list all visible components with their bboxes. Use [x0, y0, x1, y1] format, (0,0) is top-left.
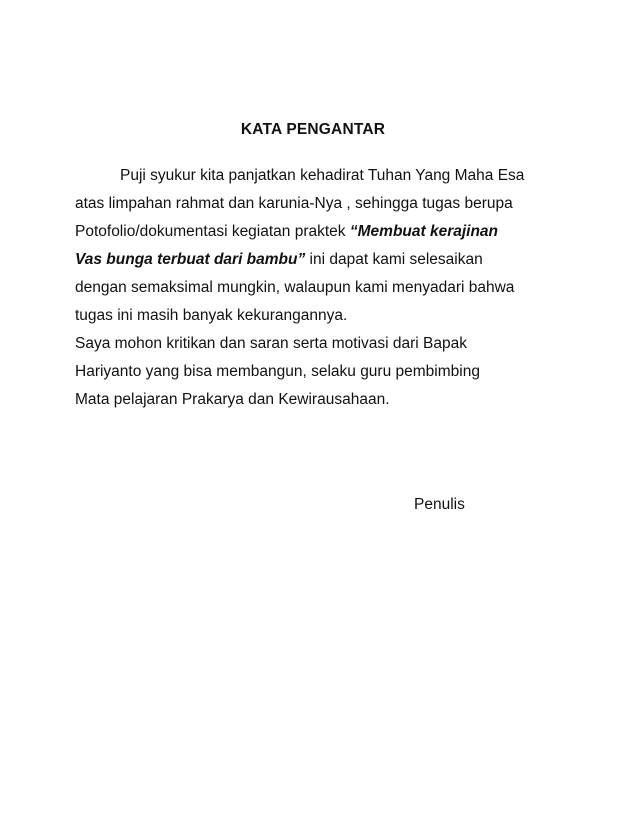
signature-label: Penulis — [414, 496, 465, 513]
opening-paragraph — [75, 162, 570, 330]
paragraph-text: ini dapat kami selesaikan — [305, 251, 483, 268]
request-paragraph — [75, 330, 570, 414]
paragraph-line-mixed — [75, 246, 570, 274]
page-title-text: KATA PENGANTAR — [240, 121, 386, 138]
paragraph-line: atas limpahan rahmat dan karunia-Nya , sehingga tugas berupa — [75, 195, 513, 212]
paragraph-line: Saya mohon kritikan dan saran serta motivasi dari Bapak — [75, 335, 468, 352]
paragraph-text: Potofolio/dokumentasi kegiatan praktek — [75, 223, 350, 240]
emphasized-project-title: “Membuat kerajinan — [349, 223, 499, 240]
emphasized-project-title: Vas bunga terbuat dari bambu” — [75, 251, 306, 268]
page-title — [0, 121, 638, 139]
paragraph-line: Hariyanto yang bisa membangun, selaku guru pembimbing — [75, 363, 480, 380]
paragraph-line-mixed — [75, 218, 570, 246]
paragraph-line: tugas ini masih banyak kekurangannya. — [75, 307, 348, 324]
paragraph-line: Mata pelajaran Prakarya dan Kewirausahaan. — [75, 391, 390, 408]
paragraph-line: dengan semaksimal mungkin, walaupun kami menyadari bahwa — [75, 279, 515, 296]
paragraph-line: Puji syukur kita panjatkan kehadirat Tuhan Yang Maha Esa — [120, 167, 525, 184]
